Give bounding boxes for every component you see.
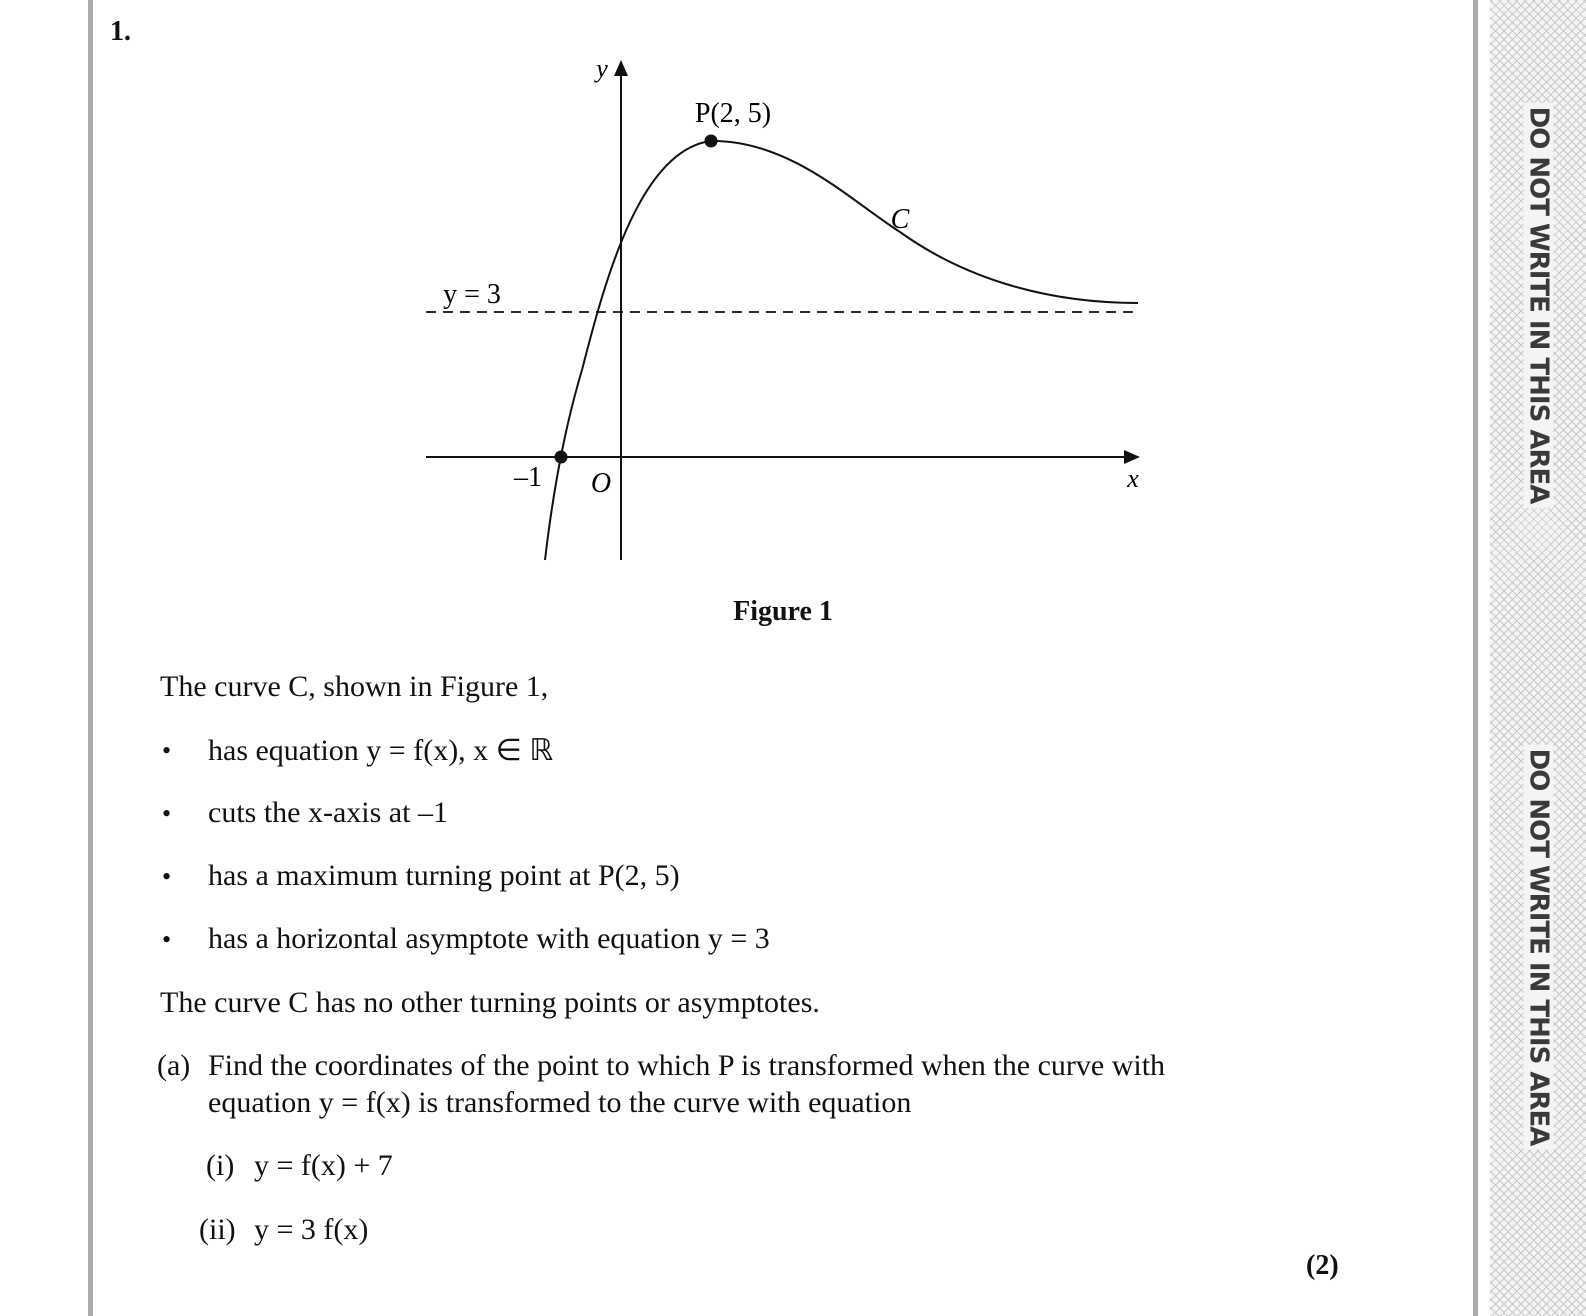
bullet-icon: • xyxy=(162,862,172,891)
subpart-ii-equation: y = 3 f(x) xyxy=(254,1213,369,1246)
part-a-line-2: equation y = f(x) is transformed to the curve with equation xyxy=(208,1086,912,1119)
x-axis-arrow xyxy=(1124,450,1140,464)
x-axis-label: x xyxy=(1127,464,1139,493)
margin-notice-bottom: DO NOT WRITE IN THIS AREA xyxy=(1520,742,1556,1152)
intro-text: The curve C, shown in Figure 1, xyxy=(160,670,549,703)
figure-1-graph xyxy=(0,0,1470,600)
question-number: 1. xyxy=(110,16,131,47)
y-axis-label: y xyxy=(596,54,608,83)
marks-indicator: (2) xyxy=(1306,1250,1339,1281)
point-p-label: P(2, 5) xyxy=(694,98,772,129)
bullet-x-intercept: cuts the x-axis at –1 xyxy=(208,796,448,829)
part-a-label: (a) xyxy=(157,1049,191,1082)
asymptote-label: y = 3 xyxy=(443,279,501,310)
curve-c xyxy=(545,141,1138,560)
y-axis-arrow xyxy=(614,60,628,76)
bullet-asymptote: has a horizontal asymptote with equation y = 3 xyxy=(208,922,770,955)
origin-label: O xyxy=(590,468,612,499)
bullet-icon: • xyxy=(162,736,172,765)
statement-text: The curve C has no other turning points or asymptotes. xyxy=(160,986,820,1019)
bullet-icon: • xyxy=(162,799,172,828)
subpart-i-label: (i) xyxy=(206,1149,235,1182)
subpart-i-equation: y = f(x) + 7 xyxy=(254,1149,393,1182)
figure-caption: Figure 1 xyxy=(733,596,833,627)
x-intercept-marker xyxy=(555,451,568,464)
point-p-marker xyxy=(705,135,718,148)
part-a-line-1: Find the coordinates of the point to which P is transformed when the curve with xyxy=(208,1049,1166,1082)
right-page-rule xyxy=(1473,0,1478,1316)
subpart-ii-label: (ii) xyxy=(199,1213,236,1246)
bullet-icon: • xyxy=(162,925,172,954)
margin-notice-top: DO NOT WRITE IN THIS AREA xyxy=(1520,100,1556,510)
bullet-maximum: has a maximum turning point at P(2, 5) xyxy=(208,859,680,892)
x-intercept-label: –1 xyxy=(514,462,542,493)
bullet-equation: has equation y = f(x), x ∈ ℝ xyxy=(208,734,554,767)
curve-label: C xyxy=(890,204,910,235)
